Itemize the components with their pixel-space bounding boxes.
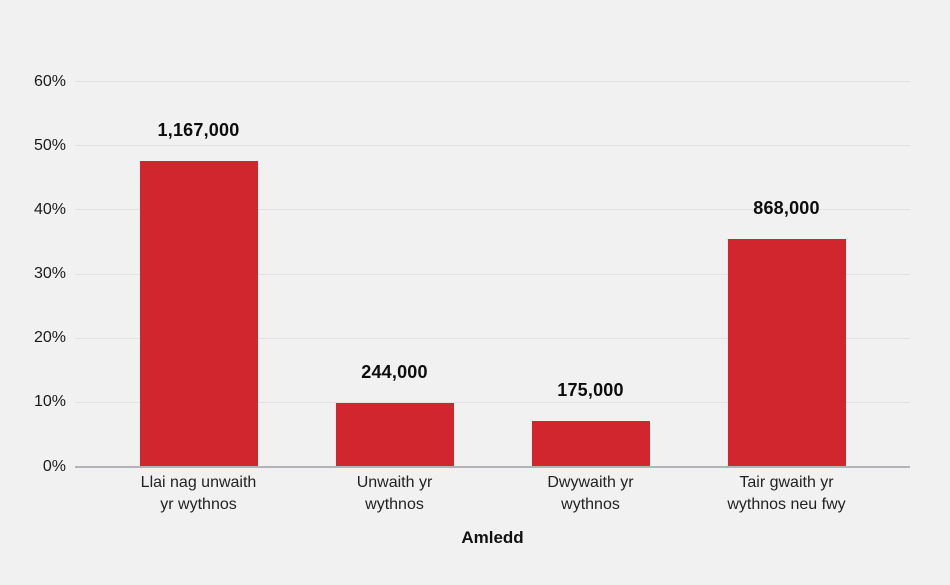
category-label-line: Tair gwaith yr xyxy=(739,474,834,491)
bar-value-label-4: 868,000 xyxy=(753,198,820,219)
bar-value-label-2: 244,000 xyxy=(361,361,428,382)
x-category-label-2 xyxy=(295,472,495,516)
x-category-label-1 xyxy=(99,472,299,516)
x-category-label-4 xyxy=(687,472,887,516)
category-label-line: Llai nag unwaith xyxy=(140,474,257,491)
bar-3 xyxy=(532,421,650,467)
category-label-line: wythnos neu fwy xyxy=(727,496,846,513)
y-tick-label-60pct: 60% xyxy=(33,72,66,90)
bar-value-label-3: 175,000 xyxy=(557,379,624,400)
y-tick-label-0pct: 0% xyxy=(42,457,66,475)
x-category-label-3 xyxy=(491,472,691,516)
bar-4 xyxy=(728,239,846,466)
category-label-line: Unwaith yr xyxy=(356,474,433,491)
y-tick-label-40pct: 40% xyxy=(33,200,66,218)
bar-1 xyxy=(140,161,258,466)
category-label-line: wythnos xyxy=(365,496,424,513)
gridline-60pct xyxy=(75,81,910,82)
y-tick-label-10pct: 10% xyxy=(33,393,66,411)
y-tick-label-30pct: 30% xyxy=(33,265,66,283)
category-label-line: yr wythnos xyxy=(160,496,237,513)
y-tick-label-50pct: 50% xyxy=(33,136,66,154)
gridline-50pct xyxy=(75,145,910,146)
x-axis-title: Amledd xyxy=(461,528,524,547)
bar-2 xyxy=(336,403,454,467)
category-label-line: Dwywaith yr xyxy=(547,474,634,491)
bar-value-label-1: 1,167,000 xyxy=(157,120,240,141)
category-label-line: wythnos xyxy=(561,496,620,513)
y-tick-label-20pct: 20% xyxy=(33,329,66,347)
